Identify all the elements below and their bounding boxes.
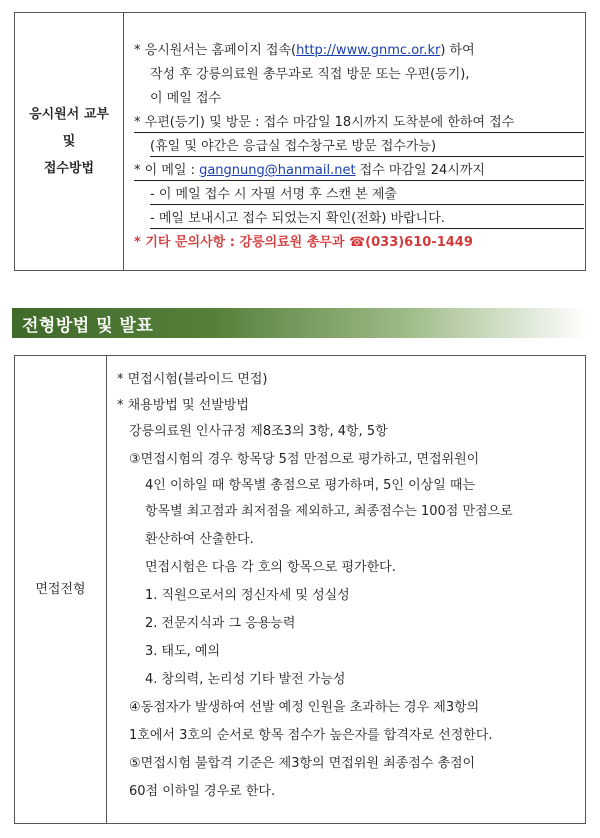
section-header — [12, 308, 588, 338]
label-line: 접수방법 — [43, 161, 95, 176]
interview-line: 1. 직원으로서의 정신자세 및 성실성 — [145, 588, 350, 603]
interview-line: ③면접시험의 경우 항목당 5점 만점으로 평가하고, 면접위원이 — [129, 452, 480, 467]
interview-line: 2. 전문지식과 그 응용능력 — [145, 616, 296, 631]
interview-line: 4인 이하일 때 항목별 총점으로 평가하며, 5인 이상일 때는 — [145, 478, 476, 493]
inquiry-note: * 기타 문의사항 : 강릉의료원 총무과 ☎(033)610-1449 — [134, 235, 473, 250]
interview-line: 강릉의료원 인사규정 제8조3의 3항, 4항, 5항 — [129, 424, 388, 439]
application-content-cell — [124, 13, 585, 270]
interview-line: ④동점자가 발생하여 선발 예정 인원을 초과하는 경우 제3항의 — [129, 700, 480, 715]
email-link[interactable]: gangnung@hanmail.net — [199, 163, 356, 178]
interview-line: ⑤면접시험 불합격 기준은 제3항의 면접위원 최종점수 총점이 — [129, 756, 476, 771]
email-note-cont: - 이 메일 접수 시 자필 서명 후 스캔 본 제출 — [150, 187, 584, 205]
homepage-note-cont: 작성 후 강릉의료원 총무과로 직접 방문 또는 우편(등기), — [150, 67, 470, 82]
interview-label-cell — [15, 356, 107, 823]
homepage-link[interactable]: http://www.gnmc.or.kr — [296, 43, 441, 58]
email-note: * 이 메일 : gangnung@hanmail.net 접수 마감일 24시까지 — [134, 163, 584, 181]
interview-table — [14, 355, 586, 824]
interview-line: 60점 이하일 경우로 한다. — [129, 784, 276, 799]
interview-content-cell — [107, 356, 585, 823]
label-line: 및 — [62, 134, 76, 149]
homepage-note-cont: 이 메일 접수 — [150, 91, 222, 106]
section-title: 전형방법 및 발표 — [22, 315, 154, 336]
application-label-cell — [15, 13, 124, 270]
interview-line: * 면접시험(블라이드 면접) — [117, 372, 268, 387]
application-info-table — [14, 12, 586, 271]
mail-visit-note-cont: (휴일 및 야간은 응급실 접수창구로 방문 접수가능) — [150, 139, 584, 157]
label-line: 응시원서 교부 — [29, 107, 109, 122]
interview-line: 환산하여 산출한다. — [145, 532, 254, 547]
email-note-cont: - 메일 보내시고 접수 되었는지 확인(전화) 바랍니다. — [150, 211, 584, 229]
interview-label: 면접전형 — [35, 582, 86, 597]
interview-line: 4. 창의력, 논리성 기타 발전 가능성 — [145, 672, 346, 687]
interview-line: 항목별 최고점과 최저점을 제외하고, 최종점수는 100점 만점으로 — [145, 504, 513, 519]
interview-line: * 채용방법 및 선발방법 — [117, 398, 249, 413]
interview-line: 면접시험은 다음 각 호의 항목으로 평가한다. — [145, 560, 396, 575]
interview-line: 3. 태도, 예의 — [145, 644, 221, 659]
mail-visit-note: * 우편(등기) 및 방문 : 접수 마감일 18시까지 도착분에 한하여 접수 — [134, 115, 584, 133]
interview-line: 1호에서 3호의 순서로 항목 점수가 높은자를 합격자로 선정한다. — [129, 728, 493, 743]
homepage-note: * 응시원서는 홈페이지 접속(http://www.gnmc.or.kr) 하여 — [134, 43, 475, 58]
